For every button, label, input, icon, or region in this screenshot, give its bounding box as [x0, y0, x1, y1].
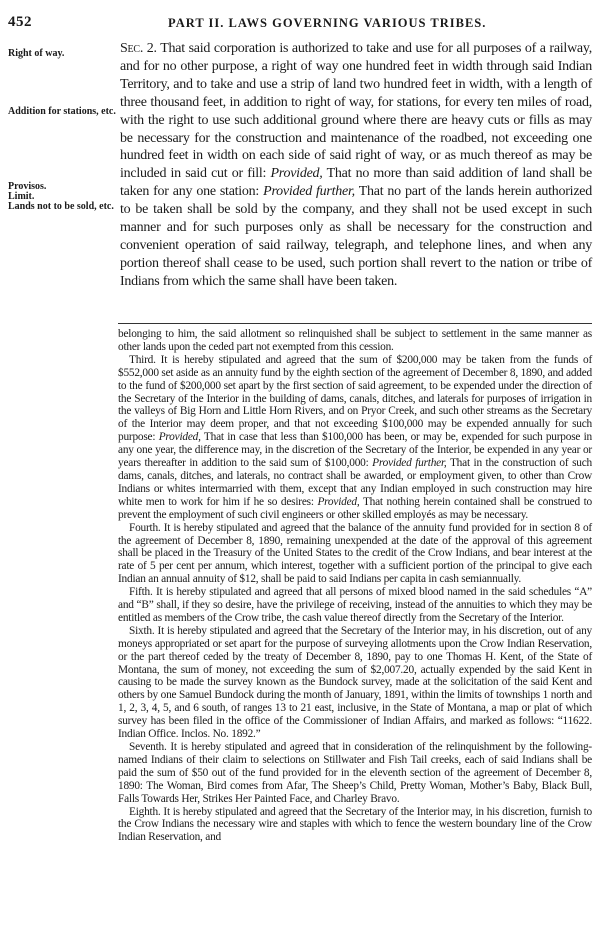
seventh-paragraph: Seventh. It is hereby stipulated and agreed that in consideration of the relinquishment by the following-named Indians of their claim to selections on Stillwater and Fish Tail creeks, each of said Indians shall be paid the sum of $50 out of the fund provided for in the eleventh section of the agreement of December 8, 1890: The Woman, Bird comes from Afar, The Sheep’s Child, Pretty Woman, Mother’s Baby, Black Bull, Falls Towards Her, Strikes Her Painted Face, and Charley Bravo. [118, 741, 592, 805]
eighth-paragraph: Eighth. It is hereby stipulated and agreed that the Secretary of the Interior may, in his discretion, furnish to the Crow Indians the necessary wire and staples with which to fence the western boundary line of the Crow Indian Reservation, and [118, 805, 592, 844]
margin-note-lands-not-to-be-sold: Lands not to be sold, etc. [8, 201, 114, 212]
third-text-a: Third. It is hereby stipulated and agreed that the sum of $200,000 may be taken from the funds of $552,000 set aside as an annuity fund by the eighth section of the agreement of December 8, 1890, and added to the fund of $200,000 set apart by the first section of said agreement, to be expended under the direction of the Secretary of the Interior in the building of dams, canals, ditches, and laterals for purposes of irrigation in the valleys of Big Horn and Little Horn Rivers, and on Pryor Creek, and such other streams as the Secretary of the Interior may deem proper, and that not exceeding $100,000 may be expended annually for such purpose: [118, 353, 592, 444]
margin-note-provisos: Provisos. [8, 181, 47, 192]
section-text-part-3: That no part of the lands herein authorized to be taken shall be sold by the company, and they shall not be used except in such manner and for such purposes only as shall be necessary for the construction and convenient operation of said railway, telegraph, and telephone lines, and when any portion thereof shall cease to be used, such portion shall revert to the nation or tribe of Indians from which the same shall have been taken. [120, 184, 592, 289]
footnote-divider [118, 323, 592, 324]
margin-note-limit: Limit. [8, 191, 35, 202]
third-proviso-2: Provided further, [372, 457, 447, 470]
third-text-d: That nothing herein contained shall be construed to prevent the employment of such civil engineers or other skilled employés as may be necessary. [118, 495, 592, 521]
fourth-paragraph: Fourth. It is hereby stipulated and agreed that the balance of the annuity fund provided for in section 8 of the agreement of December 8, 1890, remaining unexpended at the date of the approval of this agreement shall be placed in the Treasury of the United States to the credit of the Crow Indians, and bear interest at the rate of 5 per cent per annum, which interest, together with a sufficient portion of the principal to give each Indian an annual annuity of $12, shall be paid to said Indians per capita in cash semiannually. [118, 521, 592, 586]
running-head: PART II. LAWS GOVERNING VARIOUS TRIBES. [168, 16, 487, 30]
section-text-part-2: That no more than said addition of land shall be taken for any one station: [120, 166, 592, 200]
sixth-paragraph: Sixth. It is hereby stipulated and agreed that the Secretary of the Interior may, in his discretion, out of any moneys appropriated or set apart for the purpose of surveying allotments upon the Crow Indian Reservation, or the part thereof ceded by the treaty of December 8, 1890, pay to one Thomas H. Kent, of the State of Montana, the sum of money, not exceeding the sum of $2,007.20, actually expended by the said Kent in causing to be made the survey known as the Bundock survey, made at the solicitation of the said Kent and others by one Samuel Bundock during the month of January, 1891, within the limits of townships 1 north and 1, 2, 3, 4, 5, and 6 south, of ranges 13 to 21 east, inclusive, in the State of Montana, a map or plat of which survey has been filed in the office of the Commissioner of Indian Affairs, and marked as follows: “11622. Indian Office. Inclos. No. 1892.” [118, 624, 592, 741]
section-heading: Sec. 2. [120, 41, 157, 56]
third-text-c: That in the construction of such dams, canals, ditches, and laterals, no contract shall be awarded, or employment given, to other than Crow Indians or whites intermarried with them, except that any Indian employed in such construction may hire white men to work for him if he so desires: [118, 457, 592, 508]
third-proviso-1: Provided, [158, 431, 201, 444]
margin-note-addition-for-stations: Addition for stations, etc. [8, 106, 116, 117]
footnote-text [118, 328, 592, 844]
continuation-paragraph: belonging to him, the said allotment so relinquished shall be subject to settlement in the same manner as other lands upon the ceded part not exempted from this cession. [118, 328, 592, 353]
fifth-paragraph: Fifth. It is hereby stipulated and agreed that all persons of mixed blood named in the said schedules “A” and “B” shall, if they so desire, have the privilege of receiving, instead of the annuities to which they may be entitled as members of the Crow tribe, the cash value thereof directly from the Secretary of the Interior. [118, 586, 592, 624]
page-number: 452 [8, 14, 32, 30]
section-2-paragraph [120, 40, 592, 291]
third-proviso-3: Provided, [317, 495, 360, 508]
section-text-part-1: That said corporation is authorized to take and use for all purposes of a railway, and for no other purpose, a right of way one hundred feet in width through said Indian Territory, and to take and use a strip of land two hundred feet in width, with a length of three thousand feet, in addition to right of way, for stations, for every ten miles of road, with the right to use such additional ground where there are heavy cuts or fills as may be necessary for the construction and maintenance of the roadbed, not exceeding one hundred feet in width on each side of said right of way, or as much thereof as may be included in said cut or fill: [120, 41, 592, 182]
third-text-b: That in case that less than $100,000 has been, or may be, expended for such purpose in any one year, the difference may, in the discretion of the Secretary of the Interior, be expended in any year or years thereafter in addition to the said sum of $100,000: [118, 431, 592, 470]
proviso-label-2: Provided further, [263, 184, 355, 200]
third-paragraph [118, 354, 592, 522]
margin-note-right-of-way: Right of way. [8, 48, 65, 59]
proviso-label-1: Provided, [270, 166, 323, 182]
